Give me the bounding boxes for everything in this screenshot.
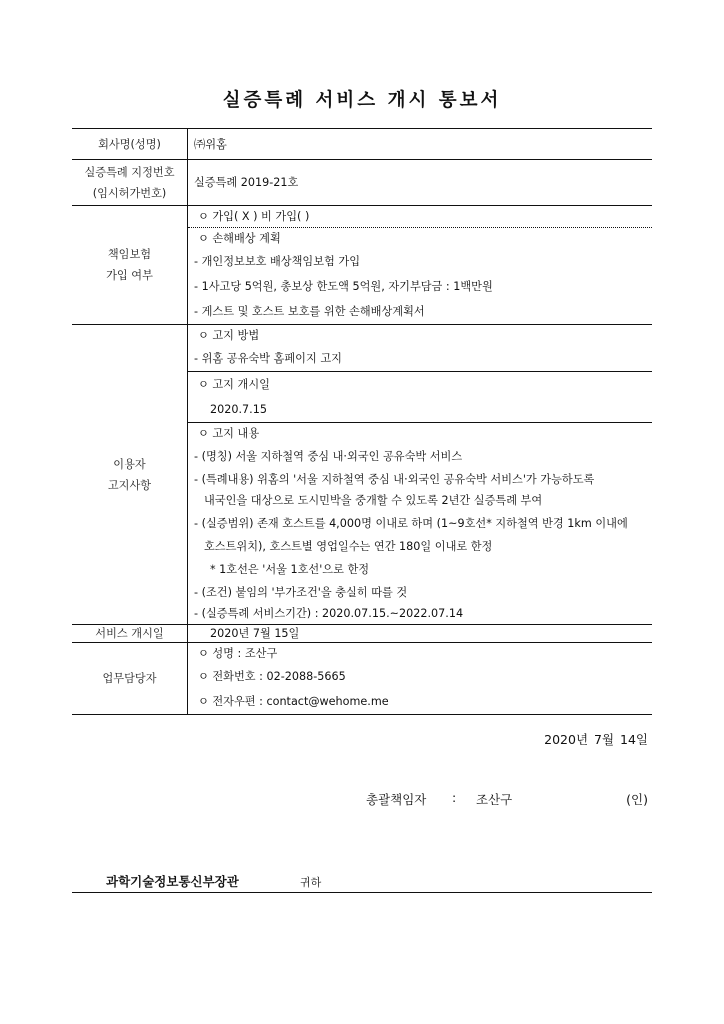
notice-content-line: 내국인을 대상으로 도시민박을 중개할 수 있도록 2년간 실증특례 부여 <box>204 494 543 507</box>
document-date: 2020년 7월 14일 <box>544 732 648 747</box>
addressee-line <box>72 870 652 893</box>
designation-value: 실증특례 2019-21호 <box>194 176 299 189</box>
insurance-line: - 게스트 및 호스트 보호를 위한 손해배상계획서 <box>194 305 425 318</box>
notice-method-value: - 위홈 공유숙박 홈페이지 고지 <box>194 352 342 365</box>
contact-phone: ㅇ 전화번호 : 02-2088-5665 <box>198 670 346 683</box>
signature-name: 조산구 <box>476 792 513 807</box>
notice-content-line: - (실증특례 서비스기간) : 2020.07.15.~2022.07.14 <box>194 607 464 620</box>
notice-method-heading: ㅇ 고지 방법 <box>198 329 260 342</box>
insurance-label: 책임보험 가입 여부 <box>72 206 188 325</box>
row-service-start <box>72 625 652 643</box>
row-designation <box>72 160 652 206</box>
company-value: ㈜위홈 <box>194 137 227 151</box>
notice-content-line: - (조건) 붙임의 '부가조건'을 충실히 따를 것 <box>194 586 408 599</box>
signature-line <box>366 790 648 812</box>
signature-label: 총괄책임자 <box>366 792 427 807</box>
notice-content-line: - (특례내용) 위홈의 '서울 지하철역 중심 내·외국인 공유숙박 서비스'가 가능하도록 <box>194 473 595 486</box>
service-start-value: 2020년 7월 15일 <box>210 627 300 640</box>
row-contact <box>72 643 652 715</box>
insurance-line: - 1사고당 5억원, 총보상 한도액 5억원, 자기부담금 : 1백만원 <box>194 280 493 293</box>
contact-email: ㅇ 전자우편 : contact@wehome.me <box>198 695 389 708</box>
company-label: 회사명(성명) <box>72 129 188 160</box>
notice-content-line: - (명칭) 서울 지하철역 중심 내·외국인 공유숙박 서비스 <box>194 450 463 463</box>
notice-start-value: 2020.7.15 <box>210 403 267 416</box>
service-start-label: 서비스 개시일 <box>72 625 188 643</box>
notice-label: 이용자 고지사항 <box>72 325 188 625</box>
addressee-honorific: 귀하 <box>300 876 322 889</box>
notice-content-line: 호스트위치), 호스트별 영업일수는 연간 180일 이내로 한정 <box>204 540 493 553</box>
insurance-join-status: ㅇ 가입( X ) 비 가입( ) <box>198 210 310 223</box>
insurance-line: - 개인정보보호 배상책임보험 가입 <box>194 255 361 268</box>
row-insurance <box>72 206 652 325</box>
notice-content-heading: ㅇ 고지 내용 <box>198 427 260 440</box>
notice-method-section <box>194 325 652 371</box>
row-notice <box>72 325 652 625</box>
notice-start-section <box>188 371 652 422</box>
notice-start-heading: ㅇ 고지 개시일 <box>198 378 270 391</box>
document-title: 실증특례 서비스 개시 통보서 <box>222 90 502 111</box>
designation-label: 실증특례 지정번호 (임시허가번호) <box>72 160 188 206</box>
notification-form-table <box>72 128 652 715</box>
contact-name: ㅇ 성명 : 조산구 <box>198 647 278 660</box>
notice-content-line: * 1호선은 '서울 1호선'으로 한정 <box>210 563 370 576</box>
row-company <box>72 129 652 160</box>
addressee-name: 과학기술정보통신부장관 <box>106 874 239 889</box>
insurance-plan-heading: ㅇ 손해배상 계획 <box>198 232 281 245</box>
notice-content-line: - (실증범위) 존재 호스트를 4,000명 이내로 하며 (1~9호선* 지하철역 반경 1km 이내에 <box>194 517 628 530</box>
signature-colon: : <box>452 790 457 805</box>
notice-content-section <box>188 422 652 624</box>
seal-mark: (인) <box>626 792 648 807</box>
contact-label: 업무담당자 <box>72 643 188 715</box>
